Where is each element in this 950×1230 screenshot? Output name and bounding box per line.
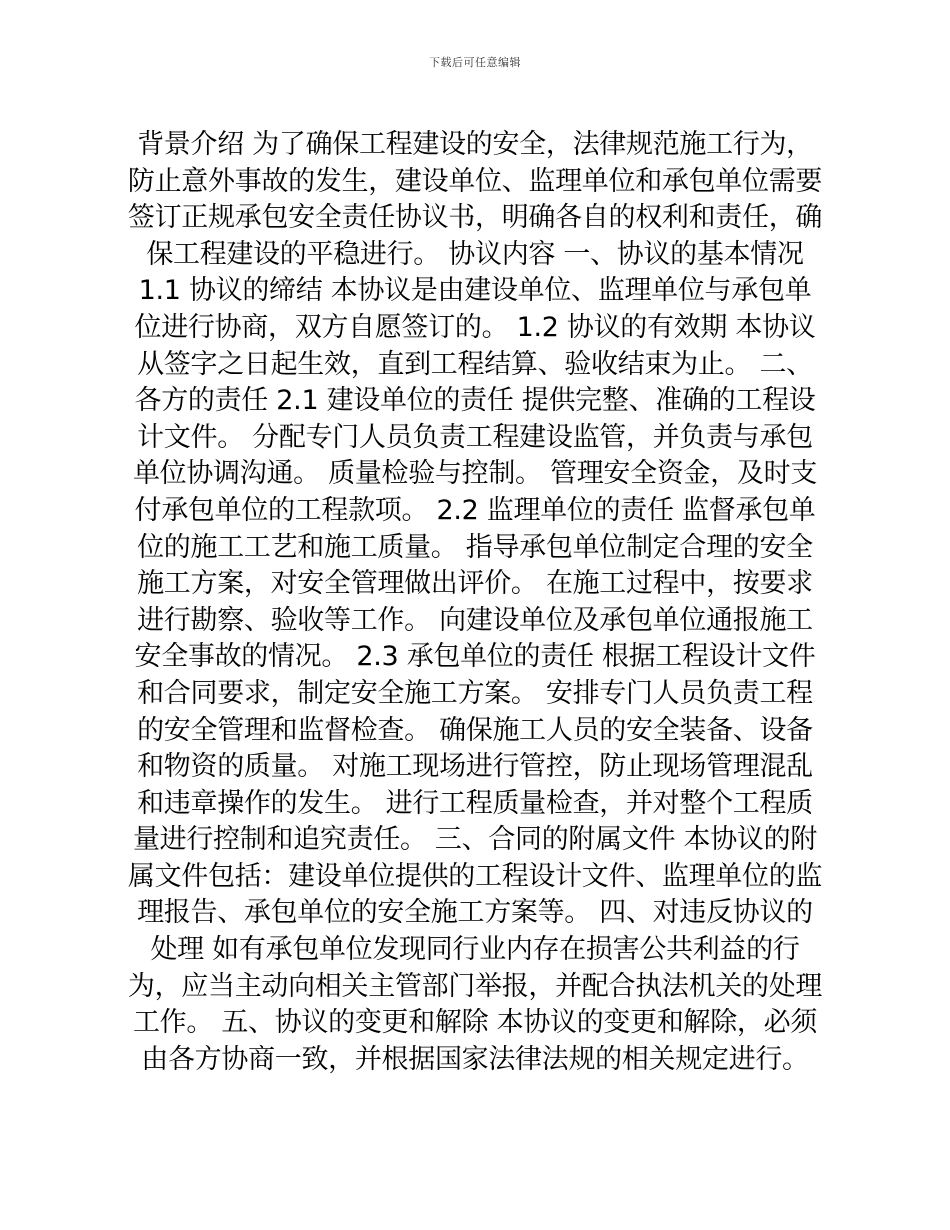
document-line: 量进行控制和追究责任。 三、合同的附属文件 本协议的附 [132, 824, 818, 856]
document-line: 位进行协商，双方自愿签订的。 1.2 协议的有效期 本协议 [134, 311, 816, 343]
document-line: 背景介绍 为了确保工程建设的安全，法律规范施工行为， [137, 129, 813, 160]
document-line: 签订正规承包安全责任协议书，明确各自的权利和责任，确 [127, 202, 823, 234]
document-line: 施工方案，对安全管理做出评价。 在施工过程中，按要求 [137, 568, 813, 600]
document-line: 和违章操作的发生。 进行工程质量检查，并对整个工程质 [137, 787, 813, 819]
document-line: 为，应当主动向相关主管部门举报，并配合执法机关的处理 [127, 970, 823, 1002]
document-line: 从签字之日起生效，直到工程结算、验收结束为止。 二、 [137, 348, 813, 380]
document-line: 各方的责任 2.1 建设单位的责任 提供完整、准确的工程设 [134, 385, 816, 417]
document-line: 安全事故的情况。 2.3 承包单位的责任 根据工程设计文件 [134, 641, 816, 673]
document-line: 1.1 协议的缔结 本协议是由建设单位、监理单位与承包单 [138, 275, 812, 307]
document-line: 理报告、承包单位的安全施工方案等。 四、对违反协议的 [137, 897, 813, 929]
document-line: 的安全管理和监督检查。 确保施工人员的安全装备、设备 [137, 714, 813, 746]
document-line: 防止意外事故的发生，建设单位、监理单位和承包单位需要 [127, 165, 823, 197]
document-line: 计文件。 分配专门人员负责工程建设监管，并负责与承包 [137, 421, 813, 453]
page-header-note: 下载后可任意编辑 [429, 56, 521, 69]
document-line: 和物资的质量。 对施工现场进行管控，防止现场管理混乱 [137, 751, 813, 783]
document-line: 和合同要求，制定安全施工方案。 安排专门人员负责工程 [137, 677, 813, 709]
document-line: 处理 如有承包单位发现同行业内存在损害公共利益的行 [150, 934, 800, 966]
document-line: 位的施工工艺和施工质量。 指导承包单位制定合理的安全 [137, 531, 813, 563]
document-body [110, 127, 840, 1078]
document-line: 由各方协商一致，并根据国家法律法规的相关规定进行。 [141, 1043, 809, 1075]
document-line: 单位协调沟通。 质量检验与控制。 管理安全资金，及时支 [132, 458, 818, 490]
document-line: 付承包单位的工程款项。 2.2 监理单位的责任 监督承包单 [134, 494, 816, 526]
document-line: 属文件包括：建设单位提供的工程设计文件、监理单位的监 [127, 860, 823, 892]
document-line: 工作。 五、协议的变更和解除 本协议的变更和解除，必须 [132, 1007, 818, 1039]
document-line: 进行勘察、验收等工作。 向建设单位及承包单位通报施工 [137, 604, 813, 636]
document-line: 保工程建设的平稳进行。 协议内容 一、协议的基本情况 [146, 238, 804, 270]
